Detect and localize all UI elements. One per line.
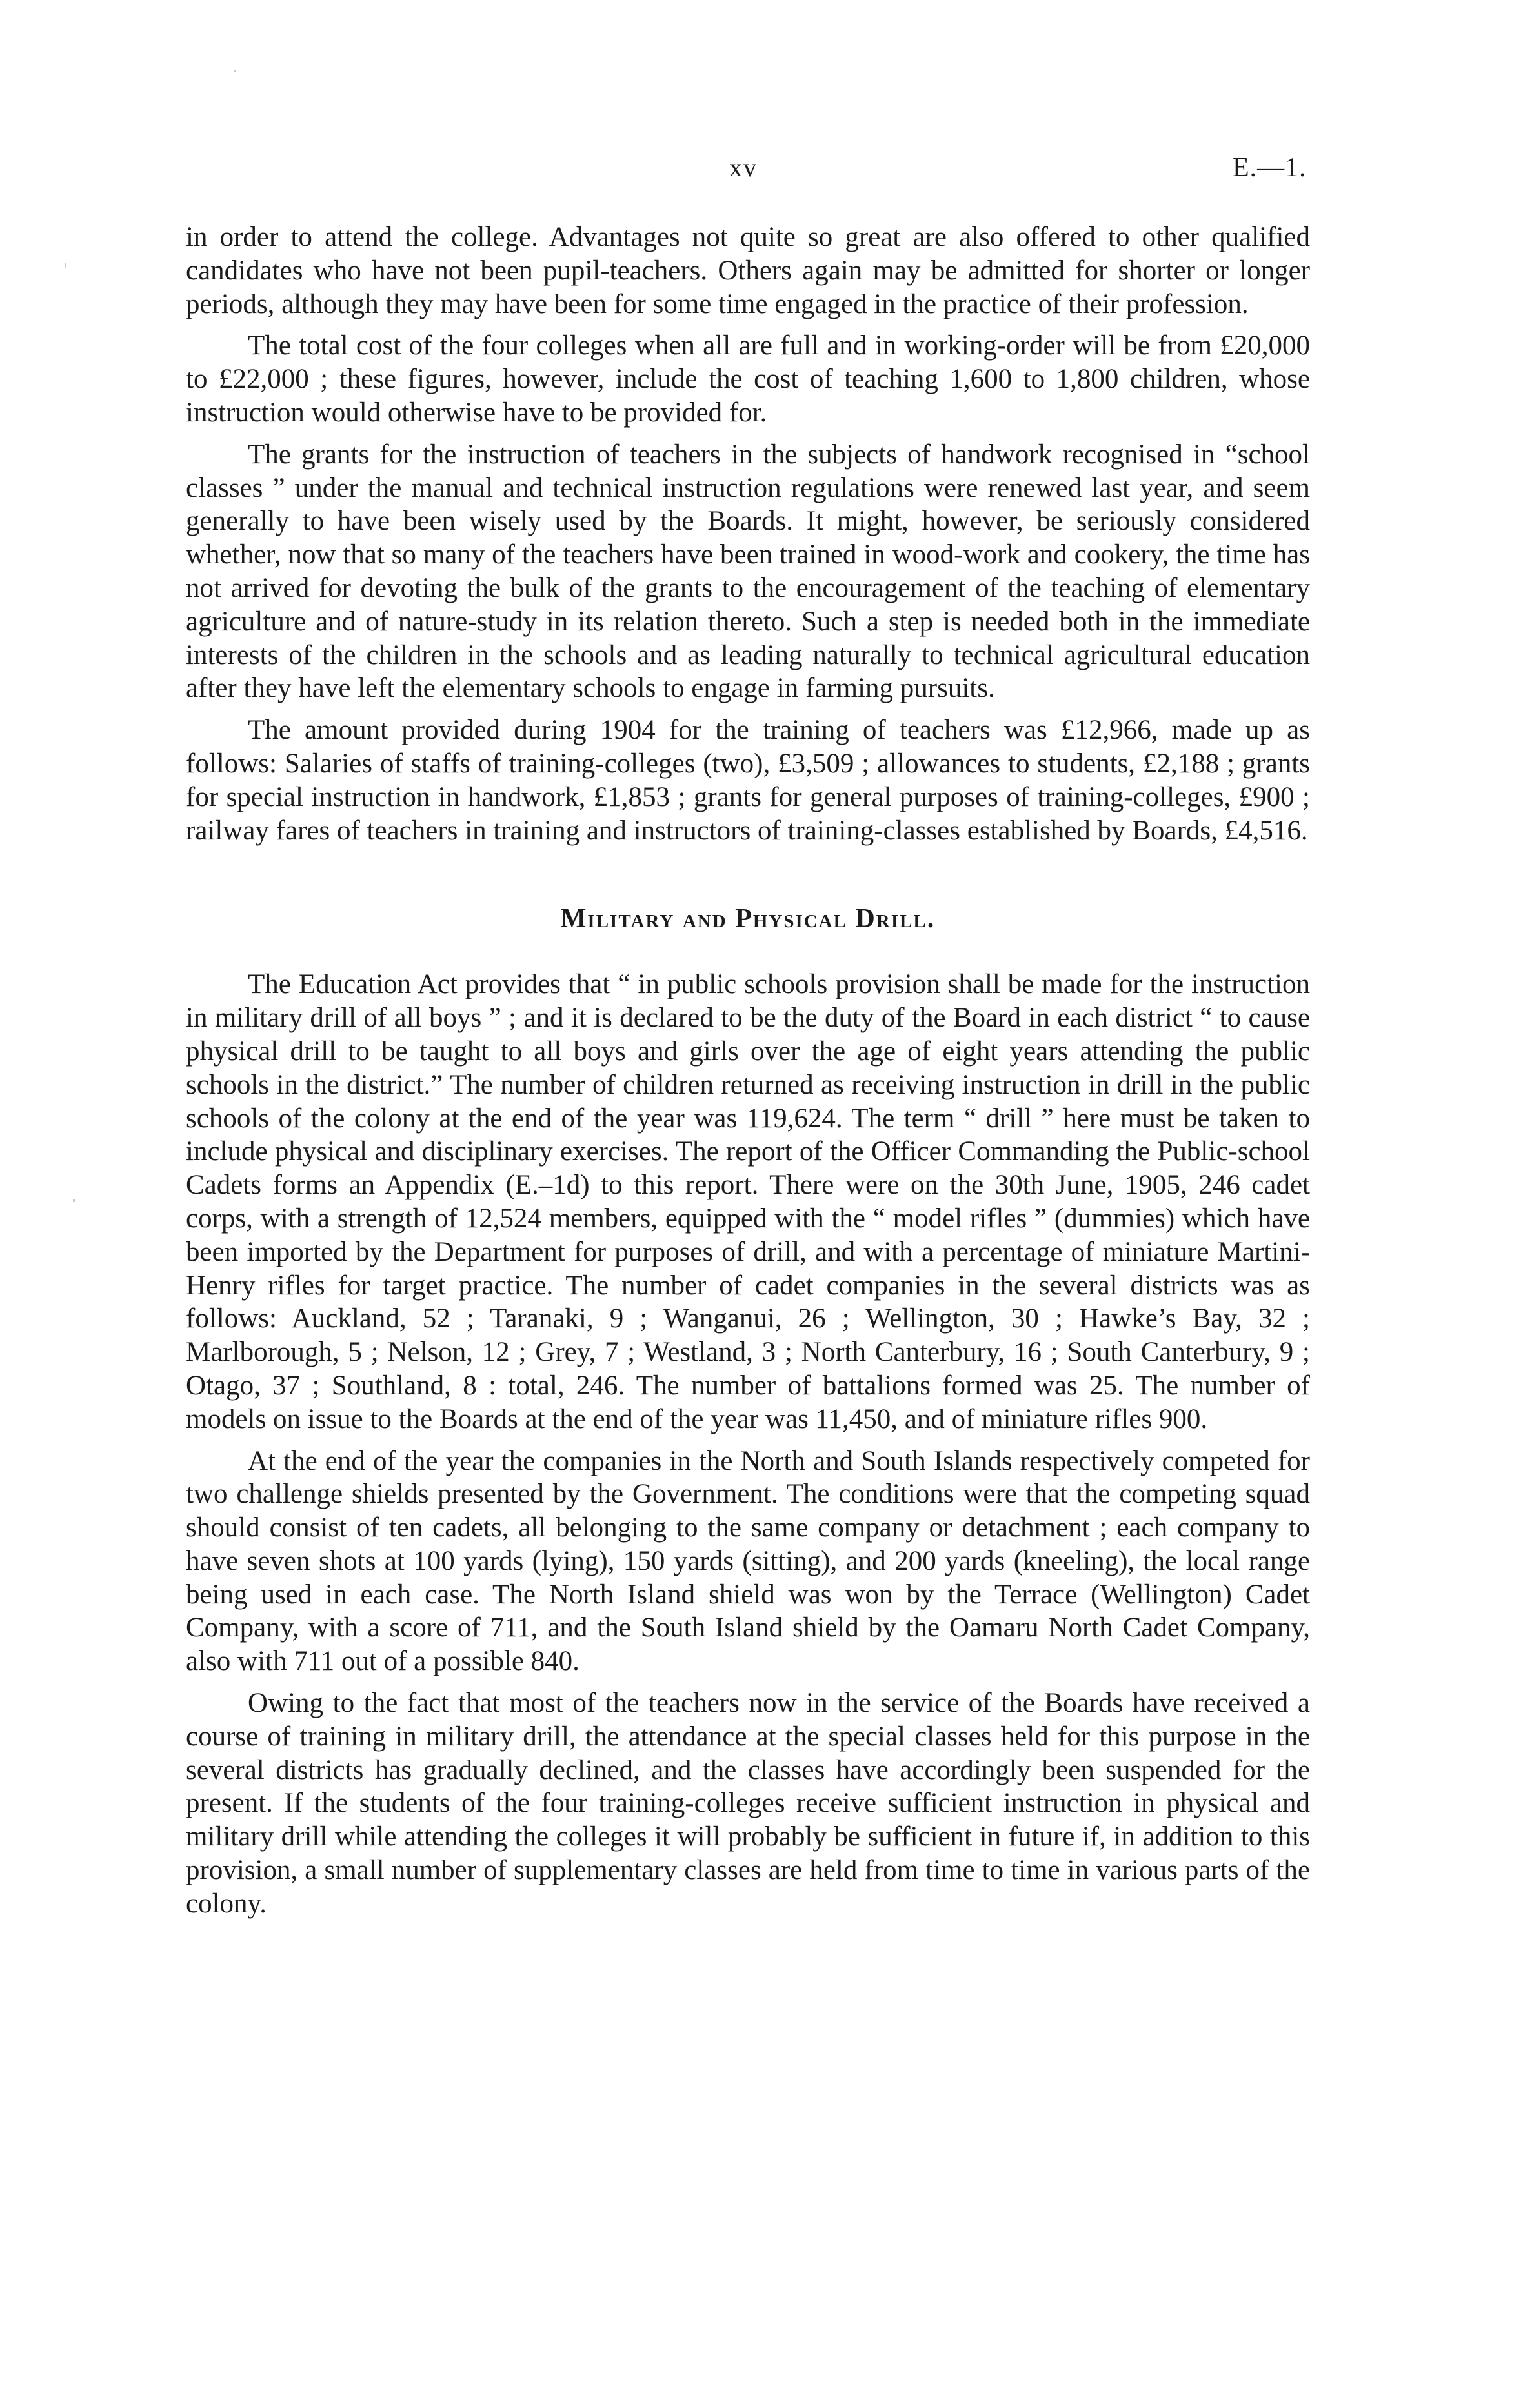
paragraph-college-cost: The total cost of the four colleges when all are full and in working-order will be from £20,000 to £22,000 ; these figures, however, include the cost of teaching 1,600 to 1,800 children, whose instruction would otherwise have to be provided for. (186, 330, 1310, 428)
paper-reference: E.—1. (1233, 153, 1307, 183)
scan-speck (65, 263, 66, 268)
scan-speck (73, 1199, 75, 1202)
section-heading: Military and Physical Drill. (560, 904, 936, 934)
page-number: xv (729, 153, 758, 182)
scan-speck (234, 70, 236, 72)
body-text (186, 221, 1310, 1921)
paragraph-drill-provisions: The Education Act provides that “ in public schools provision shall be made for the instruction in military drill of all boys ” ; and it is declared to be the duty of the Board in each district “ to cause physical drill to be taught to all boys and girls over the age of eight years attending the public schools in the district.” The number of children returned as receiving instruction in drill in the public schools of the colony at the end of the year was 119,624. The term “ drill ” here must be taken to include physical and disciplinary exercises. The report of the Officer Commanding the Public-school Cadets forms an Appendix (E.–1d) to this report. There were on the 30th June, 1905, 246 cadet corps, with a strength of 12,524 members, equipped with the “ model rifles ” (dummies) which have been imported by the Department for purposes of drill, and with a percentage of miniature Martini-Henry rifles for target practice. The number of cadet companies in the several districts was as follows: Auckland, 52 ; Taranaki, 9 ; Wanganui, 26 ; Wellington, 30 ; Hawke’s Bay, 32 ; Marlborough, 5 ; Nelson, 12 ; Grey, 7 ; Westland, 3 ; North Canterbury, 16 ; South Canterbury, 9 ; Otago, 37 ; Southland, 8 : total, 246. The number of battalions formed was 25. The number of models on issue to the Boards at the end of the year was 11,450, and of miniature rifles 900. (186, 969, 1310, 1434)
paragraph-handwork-grants: The grants for the instruction of teachers in the subjects of handwork recognised in “school classes ” under the manual and technical instruction regulations were renewed last year, and seem generally to have been wisely used by the Boards. It might, however, be seriously considered whether, now that so many of the teachers have been trained in wood-work and cookery, the time has not arrived for devoting the bulk of the grants to the encouragement of the teaching of elementary agriculture and of nature-study in its relation thereto. Such a step is needed both in the immediate interests of the children in the schools and as leading naturally to technical agricultural education after they have left the elementary schools to engage in farming pursuits. (186, 439, 1310, 704)
page-header (0, 152, 1532, 191)
paragraph-challenge-shields: At the end of the year the companies in the North and South Islands respectively competed for two challenge shields presented by the Government. The conditions were that the competing squad should consist of ten cadets, all belonging to the same company or detachment ; each company to have seven shots at 100 yards (lying), 150 yards (sitting), and 200 yards (kneeling), the local range being used in each case. The North Island shield was won by the Terrace (Wellington) Cadet Company, with a score of 711, and the South Island shield by the Oamaru North Cadet Company, also with 711 out of a possible 840. (186, 1445, 1310, 1677)
paragraph-drill-classes: Owing to the fact that most of the teachers now in the service of the Boards have received a course of training in military drill, the attendance at the special classes held for this purpose in the several districts has gradually declined, and the classes have accordingly been suspended for the present. If the students of the four training-colleges receive sufficient instruction in physical and military drill while attending the colleges it will probably be sufficient in future if, in addition to this provision, a small number of supplementary classes are held from time to time in various parts of the colony. (186, 1688, 1310, 1919)
paragraph-continued: in order to attend the college. Advantages not quite so great are also offered to other qualified candidates who have not been pupil-teachers. Others again may be admitted for shorter or longer periods, although they may have been for some time engaged in the practice of their profession. (186, 222, 1310, 319)
paragraph-training-expenditure: The amount provided during 1904 for the training of teachers was £12,966, made up as follows: Salaries of staffs of training-colleges (two), £3,509 ; allowances to students, £2,188 ; grants for special instruction in handwork, £1,853 ; grants for general purposes of training-colleges, £900 ; railway fares of teachers in training and instructors of training-classes established by Boards, £4,516. (186, 715, 1310, 846)
